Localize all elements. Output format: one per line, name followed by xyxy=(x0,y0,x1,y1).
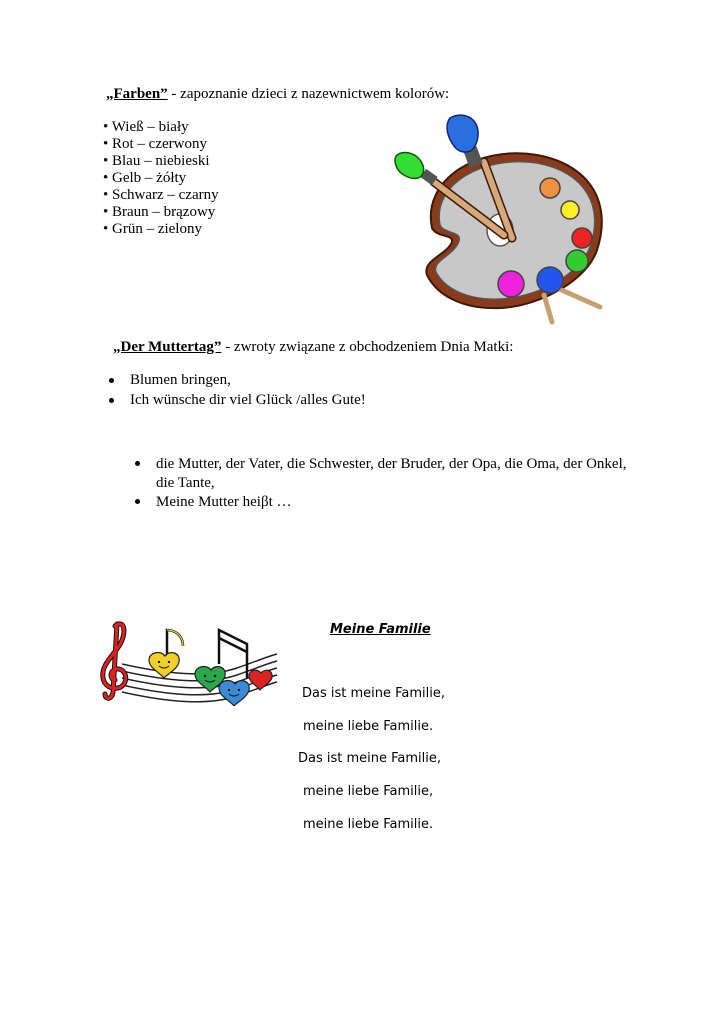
muttertag-keyword: „Der Muttertag” xyxy=(113,339,222,355)
family-item: Meine Mutter heiβt … xyxy=(131,493,631,512)
farben-heading xyxy=(106,86,449,103)
music-notes-icon xyxy=(97,616,282,706)
color-item: • Wieß – biały xyxy=(103,119,189,135)
color-item: • Schwarz – czarny xyxy=(103,187,219,203)
song-line: meine liebe Familie. xyxy=(303,817,434,832)
color-item: • Blau – niebieski xyxy=(103,153,210,169)
color-item: • Rot – czerwony xyxy=(103,136,207,152)
phrase-item: Blumen bringen, xyxy=(105,372,366,392)
song-line: meine liebe Familie, xyxy=(303,784,434,799)
family-list xyxy=(131,455,631,512)
color-item: • Braun – brązowy xyxy=(103,204,216,220)
song-line: meine liebe Familie. xyxy=(303,719,434,734)
phrases-list xyxy=(105,372,366,412)
song-title: Meine Familie xyxy=(330,622,431,637)
paint-palette-icon xyxy=(392,110,612,330)
colors-list xyxy=(103,119,219,238)
farben-keyword: „Farben” xyxy=(106,86,168,102)
song-line: Das ist meine Familie, xyxy=(298,751,442,766)
color-item: • Gelb – żółty xyxy=(103,170,187,186)
muttertag-heading xyxy=(113,339,513,356)
muttertag-description: - zwroty związane z obchodzeniem Dnia Matki: xyxy=(221,339,514,355)
color-item: • Grün – zielony xyxy=(103,221,202,237)
song-line: Das ist meine Familie, xyxy=(302,686,446,701)
family-item: die Mutter, der Vater, die Schwester, der Bruder, der Opa, die Oma, der Onkel, die Tante, xyxy=(131,455,631,493)
phrase-item: Ich wünsche dir viel Glück /alles Gute! xyxy=(105,392,366,412)
farben-description: - zapoznanie dzieci z nazewnictwem kolorów: xyxy=(167,86,450,102)
